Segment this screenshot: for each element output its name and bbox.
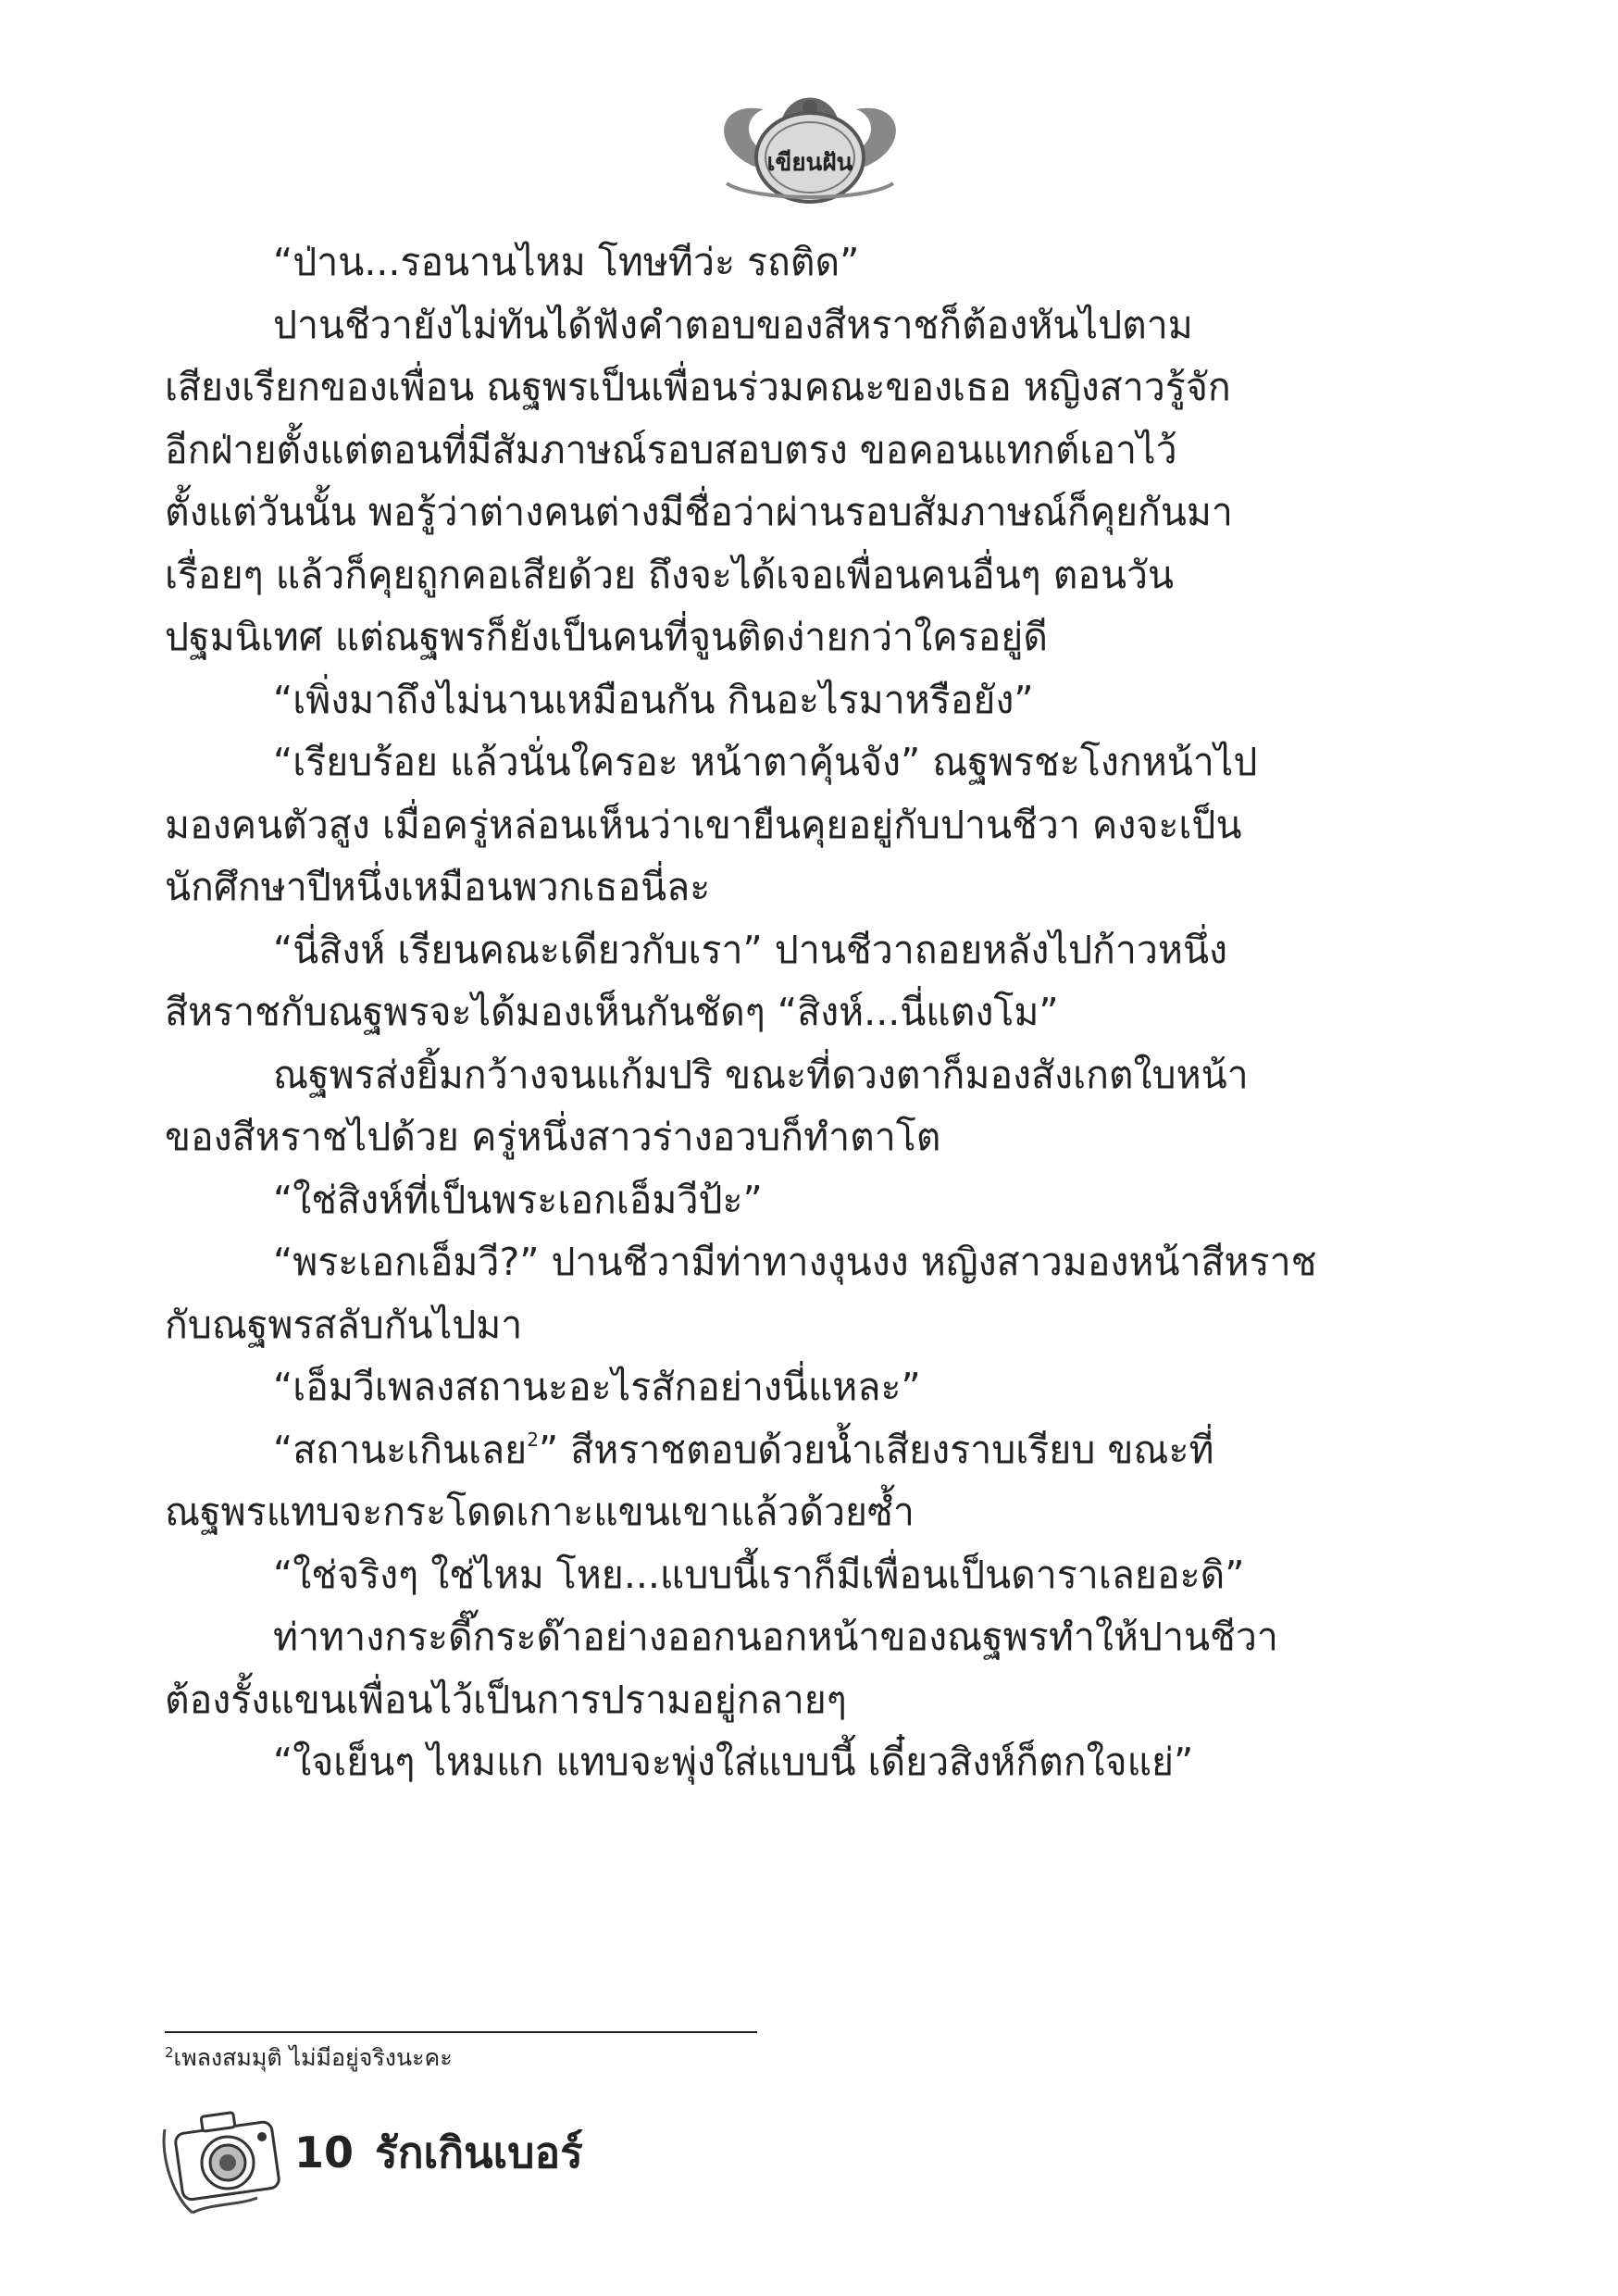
- paragraph-line: ต้องรั้งแขนเพื่อนไว้เป็นการปรามอยู่กลายๆ: [165, 1677, 847, 1722]
- svg-text:เขียนฝัน: เขียนฝัน: [766, 149, 853, 177]
- paragraph-line: อีกฝ่ายตั้งแต่ตอนที่มีสัมภาษณ์รอบสอบตรง ขอคอนแทกต์เอาไว้: [165, 427, 1177, 472]
- paragraph-line: ปฐมนิเทศ แต่ณฐพรก็ยังเป็นคนที่จูนติดง่ายกว่าใครอยู่ดี: [165, 615, 1048, 659]
- paragraph-line: สีหราชกับณฐพรจะได้มองเห็นกันชัดๆ “สิงห์...นี่แตงโม”: [165, 990, 1059, 1034]
- paragraph-line: ปานชีวายังไม่ทันได้ฟังคำตอบของสีหราชก็ต้องหันไปตาม: [273, 302, 1193, 347]
- publisher-logo: [690, 81, 930, 211]
- page-number: 10: [294, 2128, 355, 2177]
- footnote-text: เพลงสมมุติ ไม่มีอยู่จริงนะคะ: [173, 2044, 453, 2071]
- footnote-divider: [165, 2031, 757, 2033]
- paragraph-line: นักศึกษาปีหนึ่งเหมือนพวกเธอนี่ละ: [165, 865, 711, 909]
- ornament-icon: [690, 81, 930, 211]
- paragraph-line: มองคนตัวสูง เมื่อครู่หล่อนเห็นว่าเขายืนคุยอยู่กับปานชีวา คงจะเป็น: [165, 802, 1242, 847]
- paragraph-line: ท่าทางกระดี๊กระด๊าอย่างออกนอกหน้าของณฐพรทำให้ปานชีวา: [273, 1615, 1278, 1659]
- paragraph-line-end: ” สีหราชตอบด้วยน้ำเสียงราบเรียบ ขณะที่: [538, 1427, 1214, 1472]
- paragraph-line: “ใช่สิงห์ที่เป็นพระเอกเอ็มวีป้ะ”: [273, 1177, 763, 1222]
- story-text: [165, 231, 1354, 1794]
- paragraph-line: ตั้งแต่วันนั้น พอรู้ว่าต่างคนต่างมีชื่อว่าผ่านรอบสัมภาษณ์ก็คุยกันมา: [165, 490, 1233, 534]
- paragraph-line: “เพิ่งมาถึงไม่นานเหมือนกัน กินอะไรมาหรือยัง”: [273, 677, 1034, 722]
- paragraph-line: ของสีหราชไปด้วย ครู่หนึ่งสาวร่างอวบก็ทำตาโต: [165, 1115, 941, 1159]
- paragraph-line: “เอ็มวีเพลงสถานะอะไรสักอย่างนี่แหละ”: [273, 1365, 921, 1409]
- paragraph-line: “ใช่จริงๆ ใช่ไหม โหย...แบบนี้เราก็มีเพื่อนเป็นดาราเลยอะดิ”: [273, 1552, 1245, 1597]
- camera-icon: [156, 2102, 290, 2217]
- paragraph-line: เรื่อยๆ แล้วก็คุยถูกคอเสียด้วย ถึงจะได้เจอเพื่อนคนอื่นๆ ตอนวัน: [165, 552, 1175, 597]
- paragraph-line: “พระเอกเอ็มวี?” ปานชีวามีท่าทางงุนงง หญิงสาวมองหน้าสีหราช: [273, 1240, 1317, 1284]
- footnote: [165, 2044, 453, 2072]
- paragraph-line: “เรียบร้อย แล้วนั่นใครอะ หน้าตาคุ้นจัง” ณฐพรชะโงกหน้าไป: [273, 740, 1258, 784]
- footnote-marker: 2: [165, 2044, 174, 2061]
- paragraph-line: ณฐพรแทบจะกระโดดเกาะแขนเขาแล้วด้วยซ้ำ: [165, 1490, 915, 1534]
- footnote-ref: 2: [527, 1428, 539, 1451]
- paragraph-line: [165, 1419, 1354, 1482]
- paragraph-line: “นี่สิงห์ เรียนคณะเดียวกับเรา” ปานชีวาถอยหลังไปก้าวหนึ่ง: [273, 927, 1227, 972]
- book-title: รักเกินเบอร์: [375, 2128, 583, 2177]
- paragraph-line: ณฐพรส่งยิ้มกว้างจนแก้มปริ ขณะที่ดวงตาก็มองสังเกตใบหน้า: [273, 1052, 1249, 1097]
- paragraph-line-start: “สถานะเกินเลย: [273, 1427, 528, 1472]
- paragraph-line: “ป่าน...รอนานไหม โทษทีว่ะ รถติด”: [273, 240, 860, 284]
- paragraph-line: เสียงเรียกของเพื่อน ณฐพรเป็นเพื่อนร่วมคณะของเธอ หญิงสาวรู้จัก: [165, 365, 1231, 409]
- paragraph-line: “ใจเย็นๆ ไหมแก แทบจะพุ่งใส่แบบนี้ เดี๋ยวสิงห์ก็ตกใจแย่”: [273, 1740, 1194, 1784]
- paragraph-line: กับณฐพรสลับกันไปมา: [165, 1302, 523, 1347]
